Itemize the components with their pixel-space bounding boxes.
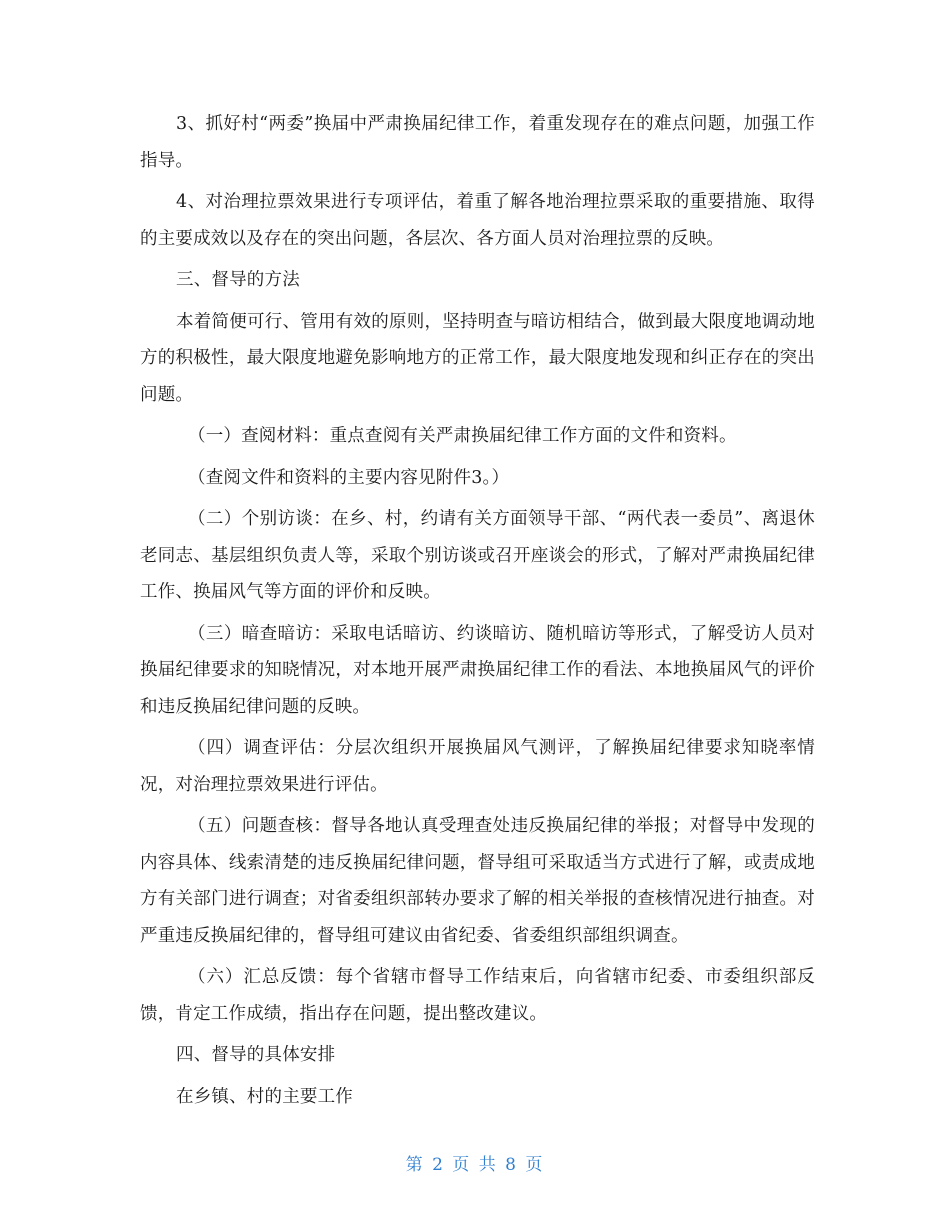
paragraph-method-6: （六）汇总反馈：每个省辖市督导工作结束后，向省辖市纪委、市委组织部反馈，肯定工作成绩，指出存在问题，提出整改建议。 — [140, 967, 815, 1024]
subsection-heading-village-work: 在乡镇、村的主要工作 — [176, 1086, 353, 1107]
paragraph-method-1: （一）查阅材料：重点查阅有关严肃换届纪律工作方面的文件和资料。 — [188, 426, 737, 446]
paragraph-method-3: （三）暗查暗访：采取电话暗访、约谈暗访、随机暗访等形式，了解受访人员对换届纪律要求的知晓情况，对本地开展严肃换届纪律工作的看法、本地换届风气的评价和违反换届纪律问题的反映。 — [140, 623, 815, 717]
paragraph-item-3: 3、抓好村“两委”换届中严肃换届纪律工作，着重发现存在的难点问题，加强工作指导。 — [140, 114, 815, 171]
paragraph-method-4: （四）调查评估：分层次组织开展换届风气测评，了解换届纪律要求知晓率情况，对治理拉票效果进行评估。 — [140, 738, 815, 795]
paragraph-methods-intro: 本着简便可行、管用有效的原则，坚持明查与暗访相结合，做到最大限度地调动地方的积极性，最大限度地避免影响地方的正常工作，最大限度地发现和纠正存在的突出问题。 — [140, 311, 815, 405]
section-heading-methods: 三、督导的方法 — [176, 270, 300, 290]
paragraph-method-5: （五）问题查核：督导各地认真受理查处违反换届纪律的举报；对督导中发现的内容具体、线索清楚的违反换届纪律问题，督导组可采取适当方式进行了解，或责成地方有关部门进行调查；对省委组织部转办要求了解的相关举报的查核情况进行抽查。对严重违反换届纪律的，督导组可建议由省纪委、省委组织部组织调查。 — [140, 816, 815, 946]
paragraph-method-2: （二）个别访谈：在乡、村，约请有关方面领导干部、“两代表一委员”、离退休老同志、基层组织负责人等，采取个别访谈或召开座谈会的形式，了解对严肃换届纪律工作、换届风气等方面的评价和反映。 — [140, 509, 815, 602]
section-heading-arrangement: 四、督导的具体安排 — [176, 1045, 336, 1065]
paragraph-method-1-note: （查阅文件和资料的主要内容见附件3。） — [188, 467, 510, 488]
document-body — [140, 106, 815, 1120]
page-number-footer: 第 2 页 共 8 页 — [405, 1155, 545, 1175]
paragraph-item-4: 4、对治理拉票效果进行专项评估，着重了解各地治理拉票采取的重要措施、取得的主要成效以及存在的突出问题，各层次、各方面人员对治理拉票的反映。 — [140, 192, 815, 249]
